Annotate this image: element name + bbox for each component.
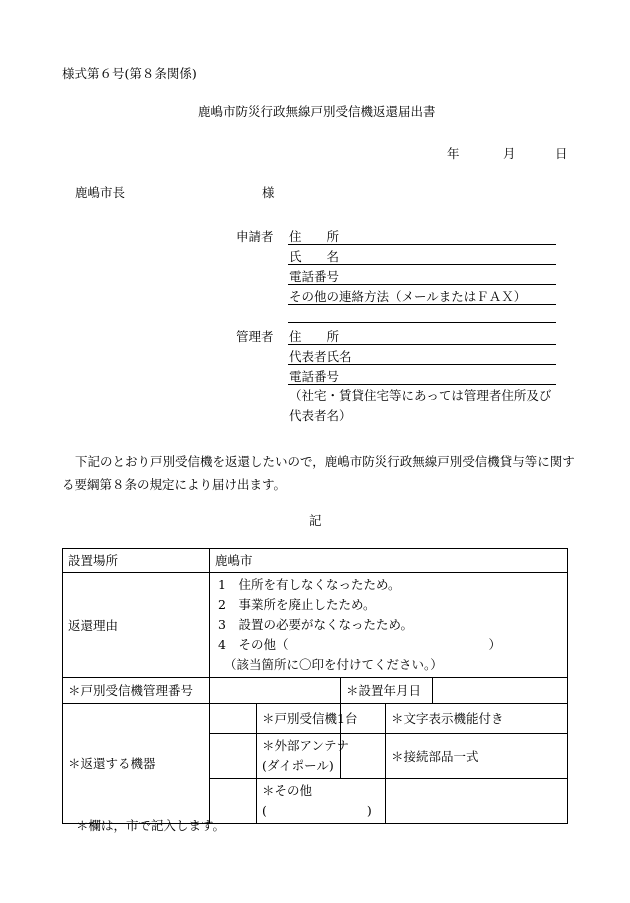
document-title: 鹿嶋市防災行政無線戸別受信機返還届出書 xyxy=(198,104,436,119)
applicant-other-contact-label: その他の連絡方法（メールまたはＦＡＸ） xyxy=(289,289,527,304)
other-cell xyxy=(257,779,386,824)
footnote: ＊欄は，市で記入します。 xyxy=(76,818,226,833)
return-details-table xyxy=(62,548,568,824)
install-date-label-cell: ＊設置年月日 xyxy=(341,678,433,704)
reason-options-cell xyxy=(210,573,568,678)
location-label-cell: 設置場所 xyxy=(63,549,210,573)
reason-option-4[interactable]: 4 その他（ ） xyxy=(218,637,501,652)
manager-note-line1: （社宅・賃貸住宅等にあっては管理者住所及び xyxy=(289,388,552,403)
reason-option-3[interactable]: 3 設置の必要がなくなったため。 xyxy=(218,617,413,632)
manager-phone-label: 電話番号 xyxy=(289,369,340,384)
mgmt-no-label-cell: ＊戸別受信機管理番号 xyxy=(63,678,210,704)
empty-cell xyxy=(386,779,568,824)
manager-address-field[interactable] xyxy=(288,344,556,345)
applicant-other-contact-field-2[interactable] xyxy=(288,322,556,323)
manager-address-label: 住 所 xyxy=(289,329,340,344)
other-line1: ＊その他 xyxy=(262,783,313,798)
body-paragraph: 下記のとおり戸別受信機を返還したいので，鹿嶋市防災行政無線戸別受信機貸与等に関する要綱第８条の規定により届け出ます。 xyxy=(62,454,575,492)
receiver-check-cell[interactable] xyxy=(210,704,257,734)
manager-note-line2: 代表者名） xyxy=(289,408,352,423)
date-year-label: 年 xyxy=(447,146,460,161)
reason-option-1[interactable]: 1 住所を有しなくなったため。 xyxy=(218,577,401,592)
reason-label-cell: 返還理由 xyxy=(63,573,210,678)
manager-rep-name-label: 代表者氏名 xyxy=(289,349,352,364)
applicant-label: 申請者 xyxy=(236,229,274,244)
addressee-honorific: 様 xyxy=(262,185,275,200)
connection-parts-cell: ＊接続部品一式 xyxy=(386,734,568,779)
date-month-label: 月 xyxy=(503,146,516,161)
applicant-phone-label: 電話番号 xyxy=(289,269,340,284)
equipment-label-cell: ＊返還する機器 xyxy=(63,704,210,824)
other-check-cell[interactable] xyxy=(210,779,257,824)
applicant-other-contact-field[interactable] xyxy=(288,304,556,305)
location-value-cell: 鹿嶋市 xyxy=(210,549,568,573)
mgmt-no-value-cell[interactable] xyxy=(210,678,341,704)
addressee-name: 鹿嶋市長 xyxy=(75,185,126,200)
date-day-label: 日 xyxy=(555,146,568,161)
other-line2: ( ) xyxy=(262,803,372,818)
manager-label: 管理者 xyxy=(236,329,274,344)
reason-note: （該当箇所に〇印を付けてください。） xyxy=(224,657,443,672)
antenna-cell xyxy=(257,734,350,779)
install-date-value-cell[interactable] xyxy=(433,678,568,704)
antenna-line2: (ダイポール) xyxy=(262,758,334,773)
form-number: 様式第６号(第８条関係) xyxy=(62,66,197,81)
text-display-cell: ＊文字表示機能付き xyxy=(386,704,568,734)
applicant-address-label: 住 所 xyxy=(289,229,340,244)
reason-option-2[interactable]: 2 事業所を廃止したため。 xyxy=(218,597,376,612)
antenna-line1: ＊外部アンテナ xyxy=(262,738,350,753)
receiver-cell: ＊戸別受信機1台 xyxy=(257,704,341,734)
applicant-phone-field[interactable] xyxy=(288,284,556,285)
applicant-name-label: 氏 名 xyxy=(289,249,340,264)
manager-rep-name-field[interactable] xyxy=(288,364,556,365)
applicant-name-field[interactable] xyxy=(288,264,556,265)
applicant-address-field[interactable] xyxy=(288,244,556,245)
ki-heading: 記 xyxy=(309,513,322,528)
antenna-check-cell[interactable] xyxy=(210,734,257,779)
manager-phone-field[interactable] xyxy=(288,384,556,385)
